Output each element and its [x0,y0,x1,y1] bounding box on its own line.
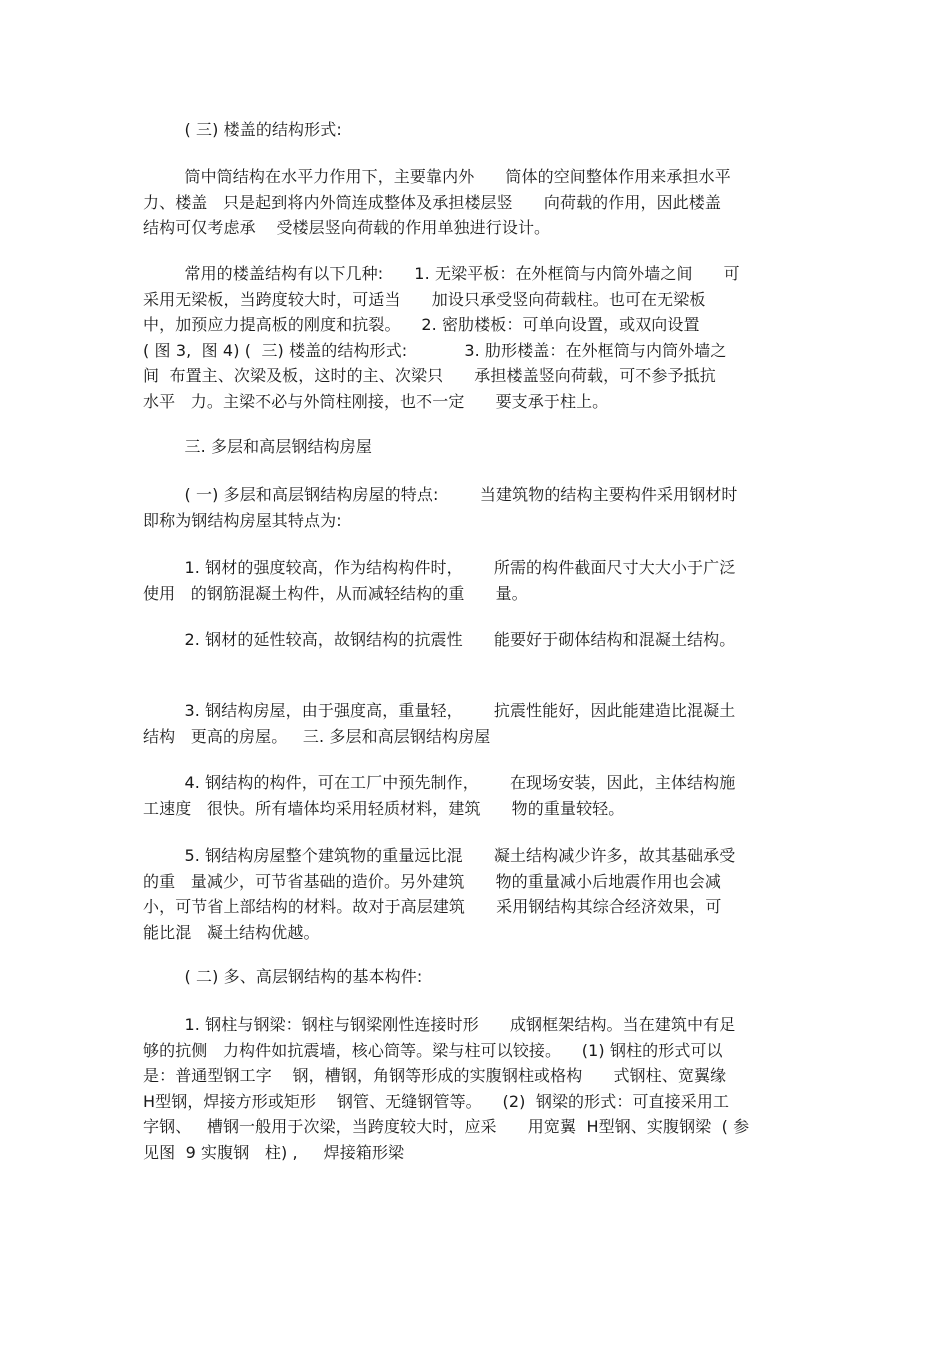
text-line: 见图 9 实腹钢 柱) , 焊接箱形梁 [143,1142,405,1162]
paragraph-steel-features [143,482,803,533]
text-line: 结构 更高的房屋。 三. 多层和高层钢结构房屋 [143,726,491,746]
text-line: 3. 钢结构房屋，由于强度高，重量轻， 抗震性能好，因此能建造比混凝土 [143,701,736,720]
text-line: 间 布置主、次梁及板，这时的主、次梁只 承担楼盖竖向荷载，可不参予抵抗 [143,366,716,385]
text-line: 的重 量减少，可节省基础的造价。另外建筑 物的重量减小后地震作用也会减 [143,871,721,891]
text-line: 1. 钢柱与钢梁：钢柱与钢梁刚性连接时形 成钢框架结构。当在建筑中有足 [143,1015,736,1034]
text-line: 筒中筒结构在水平力作用下，主要靠内外 筒体的空间整体作用来承担水平 [143,167,731,186]
text-line: 水平 力。主梁不必与外筒柱刚接，也不一定 要支承于柱上。 [143,391,609,411]
paragraph-point-5 [143,843,803,945]
paragraph-point-1 [143,555,803,606]
paragraph-point-2 [143,627,803,653]
text-line: 三. 多层和高层钢结构房屋 [143,437,372,456]
text-line: 5. 钢结构房屋整个建筑物的重量远比混 凝土结构减少许多，故其基础承受 [143,846,736,865]
text-line: 是：普通型钢工字 钢，槽钢，角钢等形成的实腹钢柱或格构 式钢柱、宽翼缘 [143,1066,727,1085]
text-line: 中，加预应力提高板的刚度和抗裂。 2. 密肋楼板：可单向设置，或双向设置 [143,315,700,334]
text-line: H型钢，焊接方形或矩形 钢管、无缝钢管等。 (2) 钢梁的形式：可直接采用工 [143,1091,730,1111]
paragraph-columns-beams [143,1012,803,1165]
text-line: 采用无梁板，当跨度较大时，可适当 加设只承受竖向荷载柱。也可在无梁板 [143,289,706,309]
text-line: 2. 钢材的延性较高，故钢结构的抗震性 能要好于砌体结构和混凝土结构。 [143,630,736,649]
text-line: 使用 的钢筋混凝土构件，从而减轻结构的重 量。 [143,583,528,603]
text-line: 即称为钢结构房屋其特点为: [143,510,342,530]
text-line: ( 一) 多层和高层钢结构房屋的特点: 当建筑物的结构主要构件采用钢材时 [143,485,738,504]
section-heading-floor-structure [143,117,803,143]
text-line: ( 二) 多、高层钢结构的基本构件: [143,967,423,986]
text-line: 字钢、 槽钢一般用于次梁，当跨度较大时，应采 用宽翼 H型钢、实腹钢梁 ( 参 [143,1117,750,1136]
text-line: 够的抗侧 力构件如抗震墙，核心筒等。梁与柱可以铰接。 (1) 钢柱的形式可以 [143,1040,723,1060]
section-heading-basic-members [143,964,803,990]
text-line: 常用的楼盖结构有以下几种: 1. 无梁平板：在外框筒与内筒外墙之间 可 [143,264,740,283]
text-line: 1. 钢材的强度较高，作为结构构件时， 所需的构件截面尺寸大大小于广泛 [143,558,736,577]
paragraph-point-3 [143,698,803,749]
text-line: 工速度 很快。所有墙体均采用轻质材料，建筑 物的重量较轻。 [143,798,625,818]
text-line: ( 三) 楼盖的结构形式: [143,120,342,139]
paragraph-point-4 [143,770,803,821]
text-line: ( 图 3, 图 4) ( 三) 楼盖的结构形式: 3. 肋形楼盖：在外框筒与内筒外墙之 [143,340,727,360]
section-heading-steel-buildings [143,434,803,460]
text-line: 力、楼盖 只是起到将内外筒连成整体及承担楼层竖 向荷载的作用，因此楼盖 [143,192,721,212]
text-line: 结构可仅考虑承 受楼层竖向荷载的作用单独进行设计。 [143,218,551,237]
paragraph-floor-types [143,261,803,414]
text-line: 小，可节省上部结构的材料。故对于高层建筑 采用钢结构其综合经济效果，可 [143,897,722,916]
text-line: 能比混 凝土结构优越。 [143,922,320,942]
paragraph-tube-in-tube [143,164,803,241]
text-line: 4. 钢结构的构件，可在工厂中预先制作， 在现场安装，因此，主体结构施 [143,773,736,792]
